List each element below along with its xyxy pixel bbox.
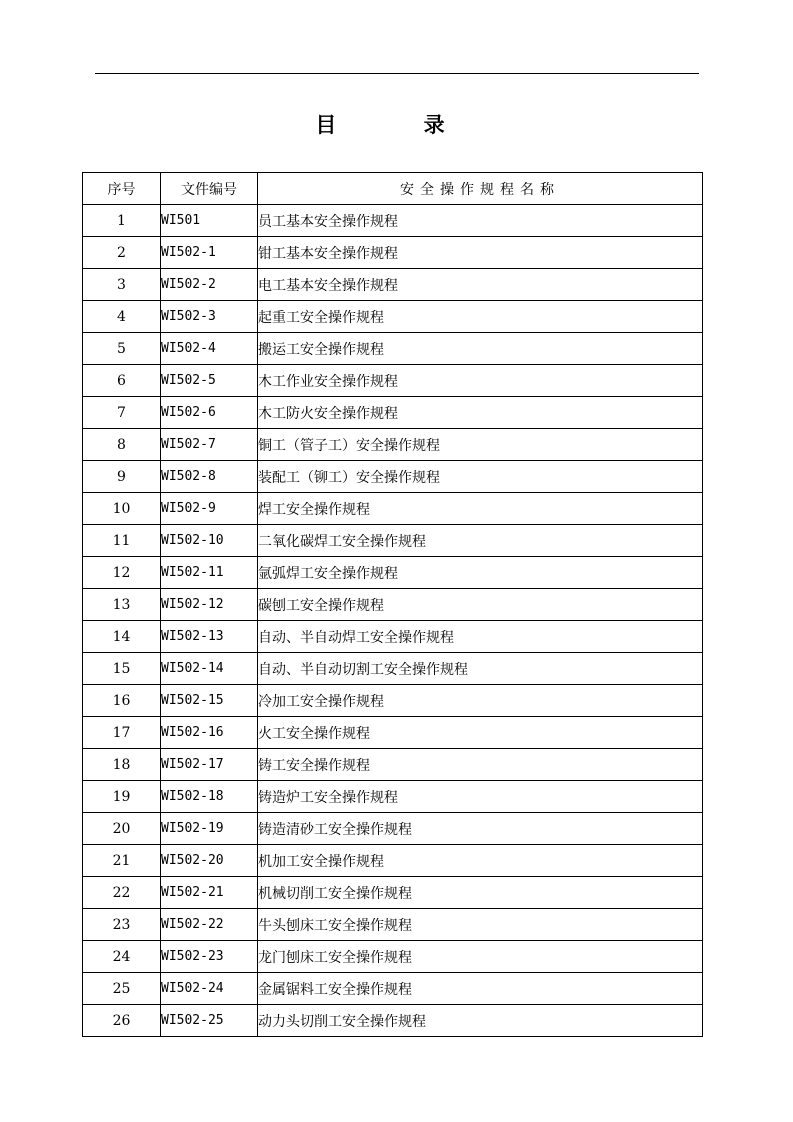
row-number: 11 [83,525,161,557]
row-file-code: WI502-13 [161,621,258,653]
table-header-row [83,173,703,205]
table-row [83,717,703,749]
row-file-code: WI502-4 [161,333,258,365]
row-number: 14 [83,621,161,653]
table-row [83,333,703,365]
table-row [83,685,703,717]
row-procedure-name: 二氧化碳焊工安全操作规程 [258,525,703,557]
row-procedure-name: 木工作业安全操作规程 [258,365,703,397]
row-procedure-name: 牛头刨床工安全操作规程 [258,909,703,941]
row-procedure-name: 金属锯料工安全操作规程 [258,973,703,1005]
row-procedure-name: 起重工安全操作规程 [258,301,703,333]
row-procedure-name: 动力头切削工安全操作规程 [258,1005,703,1037]
row-procedure-name: 铸造清砂工安全操作规程 [258,813,703,845]
table-row [83,397,703,429]
row-file-code: WI502-19 [161,813,258,845]
table-row [83,877,703,909]
table-row [83,941,703,973]
row-number: 13 [83,589,161,621]
row-procedure-name: 火工安全操作规程 [258,717,703,749]
row-procedure-name: 搬运工安全操作规程 [258,333,703,365]
table-row [83,621,703,653]
row-file-code: WI502-3 [161,301,258,333]
column-header-file-code: 文件编号 [161,173,258,205]
table-row [83,749,703,781]
page-title: 目 录 [315,113,485,137]
row-number: 21 [83,845,161,877]
table-row [83,205,703,237]
row-file-code: WI502-1 [161,237,258,269]
table-row [83,429,703,461]
row-number: 19 [83,781,161,813]
row-number: 10 [83,493,161,525]
row-number: 6 [83,365,161,397]
row-number: 23 [83,909,161,941]
table-row [83,589,703,621]
table-row [83,973,703,1005]
row-number: 12 [83,557,161,589]
row-number: 15 [83,653,161,685]
row-file-code: WI502-14 [161,653,258,685]
row-procedure-name: 碳刨工安全操作规程 [258,589,703,621]
row-number: 2 [83,237,161,269]
row-procedure-name: 机加工安全操作规程 [258,845,703,877]
row-number: 9 [83,461,161,493]
table-of-contents [82,172,703,1037]
row-file-code: WI502-7 [161,429,258,461]
row-number: 22 [83,877,161,909]
row-procedure-name: 铸工安全操作规程 [258,749,703,781]
row-file-code: WI502-16 [161,717,258,749]
row-file-code: WI502-22 [161,909,258,941]
row-procedure-name: 机械切削工安全操作规程 [258,877,703,909]
row-number: 24 [83,941,161,973]
table-row [83,493,703,525]
row-file-code: WI502-23 [161,941,258,973]
row-number: 18 [83,749,161,781]
header-rule [95,73,699,74]
row-procedure-name: 氩弧焊工安全操作规程 [258,557,703,589]
table-row [83,1005,703,1037]
table-row [83,365,703,397]
row-file-code: WI502-21 [161,877,258,909]
row-number: 20 [83,813,161,845]
row-file-code: WI502-10 [161,525,258,557]
row-file-code: WI502-9 [161,493,258,525]
table-row [83,301,703,333]
row-procedure-name: 员工基本安全操作规程 [258,205,703,237]
row-procedure-name: 自动、半自动焊工安全操作规程 [258,621,703,653]
row-number: 4 [83,301,161,333]
row-number: 7 [83,397,161,429]
row-number: 5 [83,333,161,365]
table-row [83,653,703,685]
row-file-code: WI502-6 [161,397,258,429]
row-file-code: WI502-24 [161,973,258,1005]
row-file-code: WI502-20 [161,845,258,877]
row-number: 17 [83,717,161,749]
row-file-code: WI502-8 [161,461,258,493]
table-row [83,461,703,493]
row-file-code: WI502-5 [161,365,258,397]
row-number: 8 [83,429,161,461]
row-file-code: WI502-15 [161,685,258,717]
table-row [83,557,703,589]
table-body [83,205,703,1037]
row-procedure-name: 焊工安全操作规程 [258,493,703,525]
row-procedure-name: 装配工（铆工）安全操作规程 [258,461,703,493]
row-number: 25 [83,973,161,1005]
table-row [83,813,703,845]
row-file-code: WI502-18 [161,781,258,813]
row-procedure-name: 铸造炉工安全操作规程 [258,781,703,813]
row-file-code: WI502-17 [161,749,258,781]
table-row [83,845,703,877]
row-file-code: WI502-11 [161,557,258,589]
row-file-code: WI502-2 [161,269,258,301]
row-number: 1 [83,205,161,237]
column-header-procedure-name: 安全操作规程名称 [258,173,703,205]
row-number: 26 [83,1005,161,1037]
row-procedure-name: 冷加工安全操作规程 [258,685,703,717]
row-procedure-name: 电工基本安全操作规程 [258,269,703,301]
row-procedure-name: 自动、半自动切割工安全操作规程 [258,653,703,685]
table-row [83,525,703,557]
table-row [83,909,703,941]
table-row [83,269,703,301]
row-file-code: WI501 [161,205,258,237]
row-procedure-name: 木工防火安全操作规程 [258,397,703,429]
table-row [83,781,703,813]
row-file-code: WI502-12 [161,589,258,621]
row-number: 16 [83,685,161,717]
row-number: 3 [83,269,161,301]
column-header-number: 序号 [83,173,161,205]
row-procedure-name: 铜工（管子工）安全操作规程 [258,429,703,461]
row-file-code: WI502-25 [161,1005,258,1037]
row-procedure-name: 钳工基本安全操作规程 [258,237,703,269]
table-row [83,237,703,269]
row-procedure-name: 龙门刨床工安全操作规程 [258,941,703,973]
